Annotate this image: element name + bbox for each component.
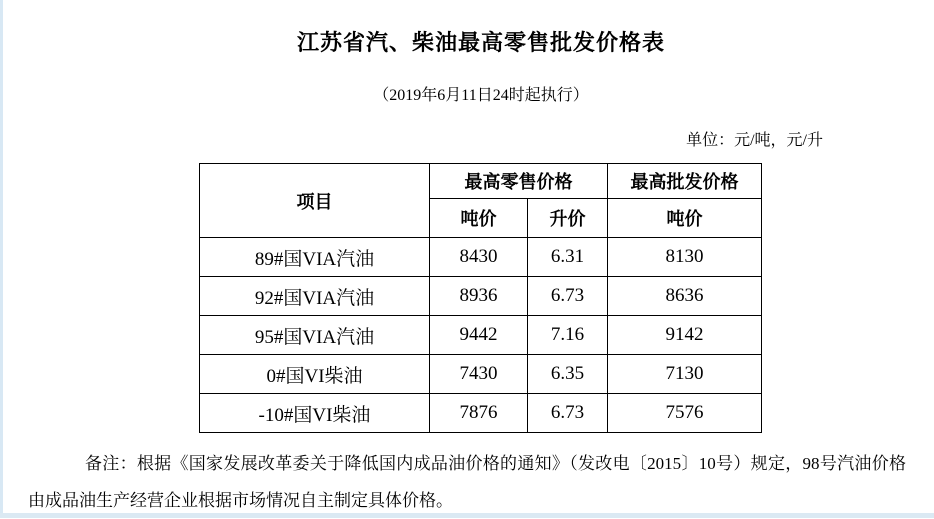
retail-liter-cell: 6.31 [528,238,608,277]
wholesale-ton-cell: 8636 [608,277,762,316]
header-item: 项目 [200,164,430,238]
retail-ton-cell: 8936 [430,277,528,316]
item-cell: -10#国VI柴油 [200,394,430,433]
footnote: 备注：根据《国家发展改革委关于降低国内成品油价格的通知》（发改电〔2015〕10号）规定，98号汽油价格由成品油生产经营企业根据市场情况自主制定具体价格。 [28,454,906,510]
table-row [200,316,762,355]
table-row [200,238,762,277]
retail-ton-cell: 8430 [430,238,528,277]
header-retail-liter: 升价 [528,199,608,238]
retail-ton-cell: 7876 [430,394,528,433]
header-retail-ton: 吨价 [430,199,528,238]
effective-date-subtitle: （2019年6月11日24时起执行） [373,87,589,104]
left-edge-line [0,0,3,518]
retail-liter-cell: 6.73 [528,394,608,433]
bottom-edge-line [0,513,934,518]
header-wholesale-group: 最高批发价格 [608,164,762,199]
retail-ton-cell: 7430 [430,355,528,394]
table-row [200,355,762,394]
header-retail-group: 最高零售价格 [430,164,608,199]
price-table [199,163,762,433]
header-wholesale-ton: 吨价 [608,199,762,238]
wholesale-ton-cell: 9142 [608,316,762,355]
wholesale-ton-cell: 8130 [608,238,762,277]
retail-liter-cell: 6.35 [528,355,608,394]
item-cell: 89#国VIA汽油 [200,238,430,277]
item-cell: 0#国VI柴油 [200,355,430,394]
retail-liter-cell: 7.16 [528,316,608,355]
retail-liter-cell: 6.73 [528,277,608,316]
wholesale-ton-cell: 7130 [608,355,762,394]
table-header-row-1 [200,164,762,199]
unit-note: 单位：元/吨，元/升 [686,132,823,149]
retail-ton-cell: 9442 [430,316,528,355]
table-row [200,394,762,433]
wholesale-ton-cell: 7576 [608,394,762,433]
table-row [200,277,762,316]
item-cell: 92#国VIA汽油 [200,277,430,316]
page-title: 江苏省汽、柴油最高零售批发价格表 [296,30,665,55]
item-cell: 95#国VIA汽油 [200,316,430,355]
